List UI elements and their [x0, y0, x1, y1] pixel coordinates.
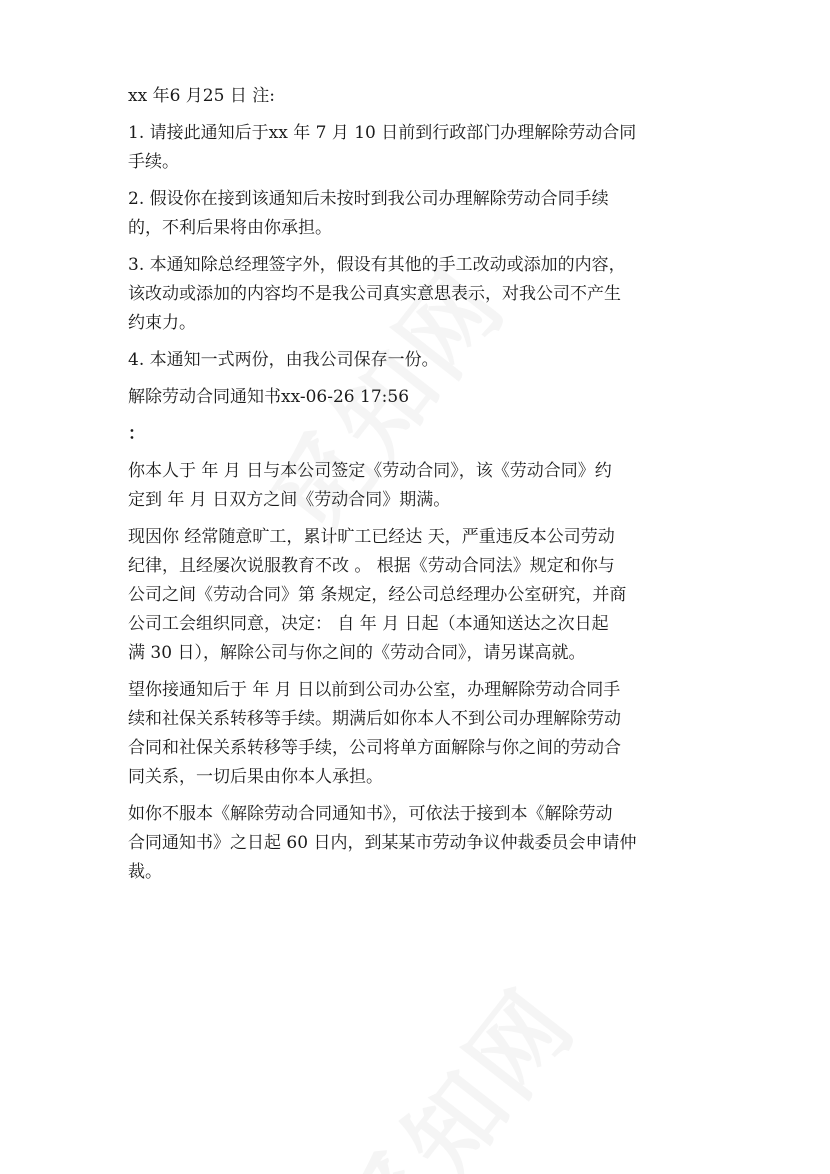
text-line: 该改动或添加的内容均不是我公司真实意思表示，对我公司不产生: [128, 284, 621, 304]
body-paragraph-3: [128, 676, 708, 792]
text-line: 续和社保关系转移等手续。期满后如你本人不到公司办理解除劳动: [128, 709, 621, 729]
text-line: 如你不服本《解除劳动合同通知书》，可依法于接到本《解除劳动: [128, 804, 613, 824]
text-line: 公司之间《劳动合同》第 条规定，经公司总经理办公室研究，并商: [128, 585, 627, 605]
document-body: [128, 82, 708, 887]
salutation-wrap: [128, 420, 708, 449]
text-line: 你本人于 年 月 日与本公司签定《劳动合同》，该《劳动合同》约: [128, 461, 612, 481]
text-line: 的，不利后果将由你承担。: [128, 218, 332, 238]
date-note: xx 年6 月25 日 注:: [128, 86, 275, 106]
body-paragraph-4: [128, 800, 708, 887]
body-paragraph-1: [128, 457, 708, 515]
watermark: [305, 956, 601, 1174]
text-line: 4. 本通知一式两份，由我公司保存一份。: [128, 350, 439, 370]
note-3: [128, 251, 708, 338]
text-line: 满 30 日），解除公司与你之间的《劳动合同》，请另谋高就。: [128, 643, 586, 663]
text-line: 1. 请接此通知后于xx 年 7 月 10 日前到行政部门办理解除劳动合同: [128, 123, 637, 143]
note-2: [128, 185, 708, 243]
note-4: [128, 346, 708, 375]
text-line: 现因你 经常随意旷工，累计旷工已经达 天，严重违反本公司劳动: [128, 527, 615, 547]
body-paragraph-2: [128, 523, 708, 668]
text-line: 定到 年 月 日双方之间《劳动合同》期满。: [128, 490, 451, 510]
notice-title: 解除劳动合同通知书xx-06-26 17:56: [128, 387, 410, 407]
text-line: 纪律，且经屡次说服教育不改 。 根据《劳动合同法》规定和你与: [128, 556, 615, 576]
text-line: 约束力。: [128, 313, 196, 333]
text-line: 3. 本通知除总经理签字外，假设有其他的手工改动或添加的内容，: [128, 255, 626, 275]
text-line: 合同和社保关系转移等手续，公司将单方面解除与你之间的劳动合: [128, 738, 621, 758]
salutation: ：: [128, 424, 145, 444]
text-line: 2. 假设你在接到该通知后未按时到我公司办理解除劳动合同手续: [128, 189, 609, 209]
text-line: 望你接通知后于 年 月 日以前到公司办公室，办理解除劳动合同手: [128, 680, 621, 700]
text-line: 同关系，一切后果由你本人承担。: [128, 767, 383, 787]
note-1: [128, 119, 708, 177]
text-line: 手续。: [128, 152, 179, 172]
title-line-wrap: [128, 383, 708, 412]
text-line: 合同通知书》之日起 60 日内，到某某市劳动争议仲裁委员会申请仲: [128, 833, 637, 853]
text-line: 裁。: [128, 862, 162, 882]
text-line: 公司工会组织同意，决定： 自 年 月 日起（本通知送达之次日起: [128, 614, 609, 634]
